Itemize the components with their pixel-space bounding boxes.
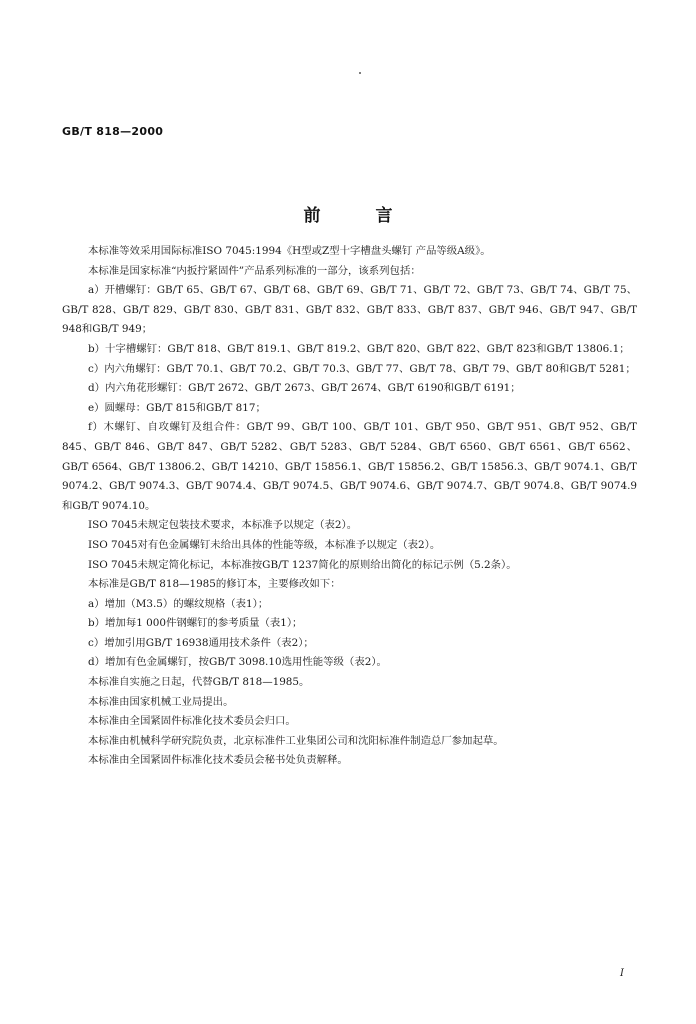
paragraph-marking: ISO 7045未规定简化标记，本标准按GB/T 1237简化的原则给出简化的标记示例（5.2条）。 — [88, 558, 517, 571]
list-item-round-nuts: e）圆螺母：GB/T 815和GB/T 817； — [88, 401, 266, 414]
list-item-cross-recessed-screws: b）十字槽螺钉：GB/T 818、GB/T 819.1、GB/T 819.2、GB/T 820、GB/T 822、GB/T 823和GB/T 13806.1； — [88, 342, 630, 355]
document-body — [62, 242, 637, 771]
paragraph-property-class: ISO 7045对有色金属螺钉未给出具体的性能等级，本标准予以规定（表2）。 — [88, 538, 441, 551]
paragraph-replaces: 本标准自实施之日起，代替GB/T 818—1985。 — [88, 676, 310, 689]
scan-speck — [359, 72, 361, 74]
list-item-technical-conditions: c）增加引用GB/T 16938通用技术条件（表2）； — [88, 636, 314, 649]
list-item-slotted-screws: a）开槽螺钉：GB/T 65、GB/T 67、GB/T 68、GB/T 69、GB/T 71、GB/T 72、GB/T 73、GB/T 74、GB/T 75、GB/T 828、GB/T 829、GB/T 830、GB/T 831、GB/T 832、GB/T 833、GB/T 837、GB/T 946、GB/T 947、GB/T 948和GB/T 949； — [62, 284, 637, 336]
standard-code: GB/T 818—2000 — [62, 125, 164, 138]
list-item-reference-mass: b）增加每1 000件钢螺钉的参考质量（表1）； — [88, 617, 303, 630]
list-item-hexalobular-screws: d）内六角花形螺钉：GB/T 2672、GB/T 2673、GB/T 2674、GB/T 6190和GB/T 6191； — [88, 382, 521, 395]
paragraph-revision: 本标准是GB/T 818—1985的修订本，主要修改如下： — [88, 578, 341, 591]
list-item-wood-tapping-screws: f）木螺钉、自攻螺钉及组合件：GB/T 99、GB/T 100、GB/T 101、GB/T 950、GB/T 951、GB/T 952、GB/T 845、GB/T 846、GB/T 847、GB/T 5282、GB/T 5283、GB/T 5284、GB/T 6560、GB/T 6561、GB/T 6562、GB/T 6564、GB/T 13806.2、GB/T 14210、GB/T 15856.1、GB/T 15856.2、GB/T 15856.3、GB/T 9074.1、GB/T 9074.2、GB/T 9074.3、GB/T 9074.4、GB/T 9074.5、GB/T 9074.6、GB/T 9074.7、GB/T 9074.8、GB/T 9074.9和GB/T 9074.10。 — [62, 421, 637, 512]
paragraph-centralized-by: 本标准由全国紧固件标准化技术委员会归口。 — [88, 715, 296, 728]
list-item-hexagon-socket-screws: c）内六角螺钉：GB/T 70.1、GB/T 70.2、GB/T 70.3、GB/T 77、GB/T 78、GB/T 79、GB/T 80和GB/T 5281； — [88, 362, 636, 375]
paragraph-equivalence: 本标准等效采用国际标准ISO 7045:1994《H型或Z型十字槽盘头螺钉 产品等级A级》。 — [88, 245, 491, 257]
paragraph-packaging: ISO 7045未规定包装技术要求，本标准予以规定（表2）。 — [88, 519, 358, 532]
paragraph-proposed-by: 本标准由国家机械工业局提出。 — [88, 695, 234, 708]
page-number: I — [620, 968, 624, 979]
paragraph-interpreted-by: 本标准由全国紧固件标准化技术委员会秘书处负责解释。 — [88, 754, 348, 767]
list-item-nonferrous: d）增加有色金属螺钉，按GB/T 3098.10选用性能等级（表2）。 — [88, 656, 387, 669]
list-item-thread-size: a）增加（M3.5）的螺纹规格（表1）； — [88, 597, 269, 610]
paragraph-series-intro: 本标准是国家标准“内扳拧紧固件”产品系列标准的一部分，该系列包括： — [88, 264, 421, 277]
paragraph-drafted-by: 本标准由机械科学研究院负责，北京标准件工业集团公司和沈阳标准件制造总厂参加起草。 — [88, 734, 504, 747]
page-title: 前言 — [303, 206, 448, 226]
